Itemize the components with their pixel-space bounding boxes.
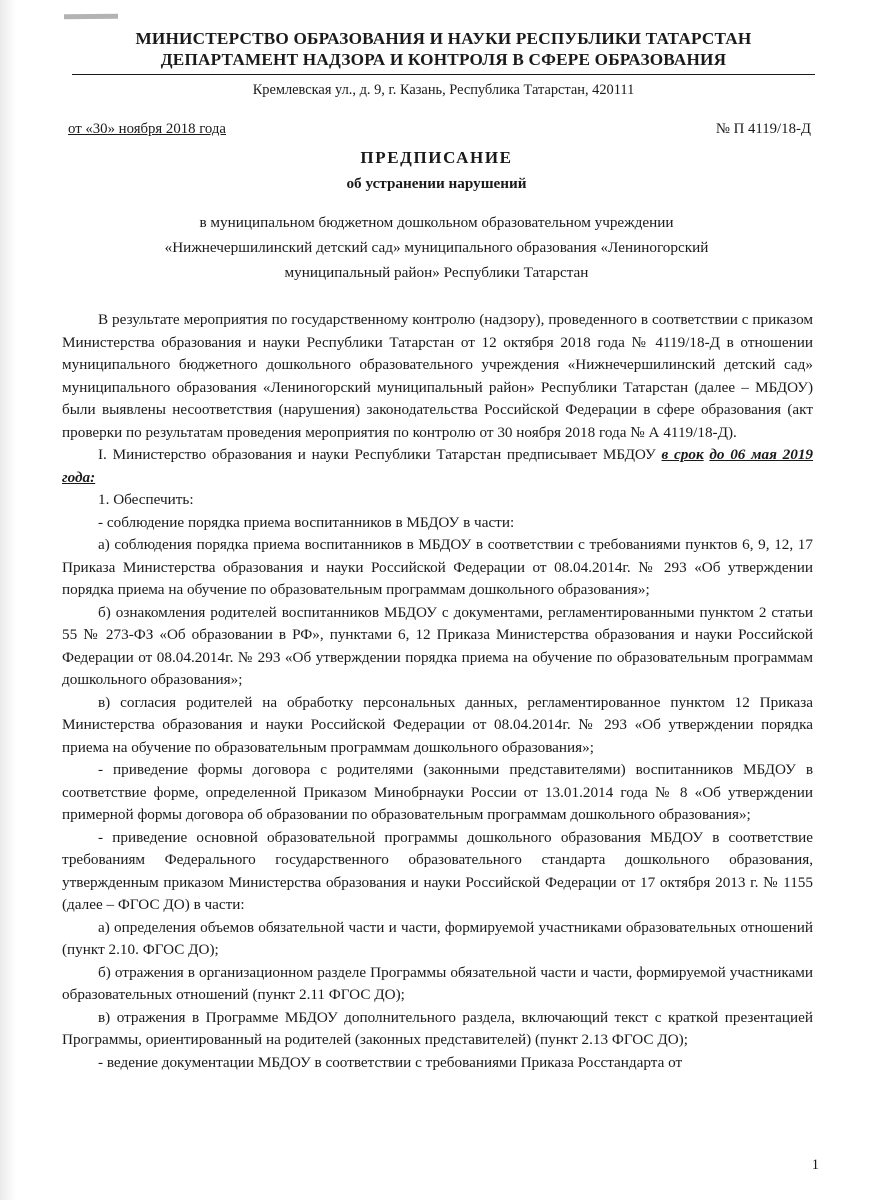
document-meta-row	[68, 121, 811, 138]
page-title: ПРЕДПИСАНИЕ	[360, 148, 513, 168]
paragraph-dash-contract: - приведение формы договора с родителями (законными представителями) воспитанников МБДОУ в соответствие форме, определенной Приказом Минобрнауки России от 13.01.2014 года № 8 «Об утверждении примерной формы договора об образовании по образовательным программам дошкольного образования»;	[62, 761, 813, 824]
document-title-block	[52, 148, 821, 193]
paragraph-dash-program: - приведение основной образовательной программы дошкольного образования МБДОУ в соответствие требованиям Федерального государственного образовательного стандарта дошкольного образования, утвержденным приказом Министерства образования и науки Российской Федерации от 17 октября 2013 г. № 1155 (далее – ФГОС ДО) в части:	[62, 828, 813, 914]
deadline-emphasis-2: до 06 мая 2019 года:	[62, 446, 814, 486]
organization-address: Кремлевская ул., д. 9, г. Казань, Республика Татарстан, 420111	[252, 81, 635, 98]
paragraph-dash-documentation: - ведение документации МБДОУ в соответствии с требованиями Приказа Росстандарта от	[98, 1053, 683, 1071]
paragraph-prescription	[62, 444, 813, 489]
deadline-emphasis-1: в срок	[661, 446, 704, 464]
document-header	[66, 28, 821, 99]
recipient-block	[112, 211, 761, 285]
paragraph-intro: В результате мероприятия по государственному контролю (надзору), проведенного в соответствии с приказом Министерства образования и науки Республики Татарстан от 12 октября 2018 года № 4119/18-Д в отношении муниципального бюджетного дошкольного образовательного учреждения «Нижнечершилинский детский сад» муниципального образования «Лениногорский муниципальный район» Республики Татарстан (далее – МБДОУ) были выявлены несоответствия (нарушения) законодательства Российской Федерации в сфере образования (акт проверки по результатам проведения мероприятия по контролю от 30 ноября 2018 года № А 4119/18-Д).	[62, 311, 813, 441]
document-body	[62, 309, 813, 1074]
paragraph-v-additional-section: в) отражения в Программе МБДОУ дополнительного раздела, включающий текст с краткой презентацией Программы, ориентированный на родителей (законных представителей) (пункт 2.13 ФГОС ДО);	[62, 1008, 813, 1049]
recipient-line-2: «Нижнечершилинский детский сад» муниципального образования «Лениногорский	[164, 239, 709, 256]
document-number: № П 4119/18-Д	[715, 121, 811, 138]
page-number: 1	[811, 1157, 819, 1173]
prescription-lead: I. Министерство образования и науки Республики Татарстан предписывает МБДОУ	[98, 446, 662, 464]
scan-artifact-mark	[64, 14, 118, 20]
paragraph-b-organizational: б) отражения в организационном разделе Программы обязательной части и части, формируемой участниками образовательных отношений (пункт 2.11 ФГОС ДО);	[62, 963, 813, 1004]
paragraph-a-admission: а) соблюдения порядка приема воспитанников в МБДОУ в соответствии с требованиями пунктов 6, 9, 12, 17 Приказа Министерства образования и науки Российской Федерации от 08.04.2014г. № 293 «Об утверждении порядка приема на обучение по образовательным программам дошкольного образования»;	[62, 536, 813, 599]
ministry-title-line1: МИНИСТЕРСТВО ОБРАЗОВАНИЯ И НАУКИ РЕСПУБЛИКИ ТАТАРСТАН	[135, 29, 752, 48]
header-divider	[72, 74, 815, 75]
paragraph-dash-admission: - соблюдение порядка приема воспитанников в МБДОУ в части:	[98, 513, 515, 531]
page-subtitle: об устранении нарушений	[346, 175, 527, 193]
department-title-line2: ДЕПАРТАМЕНТ НАДЗОРА И КОНТРОЛЯ В СФЕРЕ ОБРАЗОВАНИЯ	[160, 50, 727, 70]
paragraph-b-familiarization: б) ознакомления родителей воспитанников МБДОУ с документами, регламентированными пунктом 2 статьи 55 № 273-ФЗ «Об образовании в РФ», пунктами 6, 12 Приказа Министерства образования и науки Российской Федерации от 08.04.2014г. № 293 «Об утверждении порядка приема на обучение по образовательным программам дошкольного образования»;	[62, 603, 813, 689]
paragraph-item-1: 1. Обеспечить:	[98, 491, 194, 509]
scan-edge-shadow	[0, 0, 16, 1200]
paragraph-v-consent: в) согласия родителей на обработку персональных данных, регламентированное пунктом 12 Приказа Министерства образования и науки Российской Федерации от 08.04.2014г. № 293 «Об утверждении порядка приема на обучение по образовательным программам дошкольного образования»;	[62, 693, 813, 756]
recipient-line-1: в муниципальном бюджетном дошкольном образовательном учреждении	[199, 214, 674, 232]
recipient-line-3: муниципальный район» Республики Татарстан	[284, 263, 589, 281]
document-date: от «30» ноября 2018 года	[68, 121, 226, 138]
paragraph-a-volume: а) определения объемов обязательной части и части, формируемой участниками образовательных отношений (пункт 2.10. ФГОС ДО);	[62, 918, 813, 959]
